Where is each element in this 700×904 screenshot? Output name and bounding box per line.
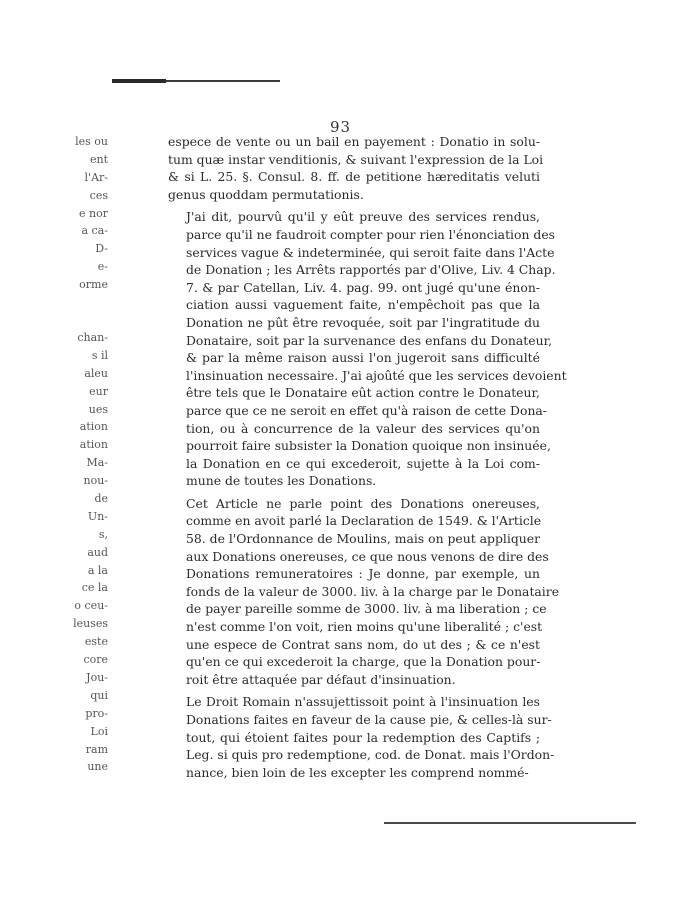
- text-line: services vague & indeterminée, qui seroit faite dans l'Acte: [186, 244, 555, 260]
- text-line: J'ai dit, pourvû qu'il y eût preuve des services rendus,: [186, 209, 540, 225]
- text-line: la Donation en ce qui excederoit, sujette à la Loi com-: [186, 455, 540, 471]
- margin-fragment: nou-: [83, 474, 108, 488]
- footer-rule: [384, 822, 636, 824]
- margin-fragment: este: [84, 635, 108, 649]
- margin-fragment: ram: [85, 742, 108, 756]
- text-line: ciation aussi vaguement faite, n'empêchoit pas que la: [186, 297, 540, 313]
- margin-fragment: ent: [89, 152, 108, 166]
- margin-fragment: e nor: [79, 206, 108, 220]
- text-line: comme en avoit parlé la Declaration de 1549. & l'Article: [186, 513, 542, 529]
- text-line: Donations faites en faveur de la cause pie, & celles-là sur-: [186, 712, 552, 727]
- margin-fragment: a ca-: [81, 224, 108, 238]
- text-line: fonds de la valeur de 3000. liv. à la charge par le Donataire: [186, 583, 560, 599]
- margin-fragment: s,: [98, 527, 108, 541]
- margin-fragment: eur: [89, 384, 108, 398]
- margin-fragment: Un-: [87, 509, 108, 523]
- margin-fragment: orme: [79, 278, 108, 292]
- margin-fragment: aud: [87, 545, 108, 559]
- margin-fragment: les ou: [75, 135, 108, 148]
- margin-fragment: leuses: [73, 617, 108, 631]
- text-line: Le Droit Romain n'assujettissoit point à l'insinuation les: [186, 694, 540, 710]
- margin-fragment: l'Ar-: [84, 170, 108, 184]
- left-margin-fragments: [64, 133, 108, 776]
- text-line: une espece de Contrat sans nom, do ut des ; & ce n'est: [186, 636, 540, 652]
- text-line: Leg. si quis pro redemptione, cod. de Donat. mais l'Ordon-: [186, 747, 555, 763]
- margin-fragment: Jou-: [86, 670, 108, 684]
- text-line: parce qu'il ne faudroit compter pour rien l'énonciation des: [186, 226, 556, 242]
- paragraph: [168, 693, 555, 781]
- text-line: l'insinuation necessaire. J'ai ajoûté que les services devoient: [186, 367, 567, 383]
- margin-fragment: o ceu-: [74, 599, 108, 613]
- margin-fragment: s il: [91, 348, 108, 362]
- text-line: parce que ce ne seroit en effet qu'à raison de cette Dona-: [186, 402, 547, 418]
- text-line: de payer pareille somme de 3000. liv. à ma liberation ; ce: [186, 601, 547, 617]
- text-line: espece de vente ou un bail en payement : Donatio in solu-: [168, 134, 540, 149]
- body-text: [168, 133, 567, 781]
- text-line: Donation ne pût être revoquée, soit par l'ingratitude du: [186, 314, 540, 330]
- text-line: & par la même raison aussi l'on jugeroit sans difficulté: [186, 350, 540, 366]
- margin-fragment: D-: [95, 242, 108, 256]
- text-line: nance, bien loin de les excepter les comprend nommé-: [186, 764, 529, 780]
- text-line: & si L. 25. §. Consul. 8. ff. de petitione hæreditatis veluti: [168, 169, 540, 185]
- margin-fragment: aleu: [84, 366, 108, 380]
- text-line: n'est comme l'on voit, rien moins qu'une liberalité ; c'est: [186, 619, 543, 635]
- margin-fragment: pro-: [85, 706, 108, 720]
- margin-fragment: ce la: [81, 581, 108, 595]
- margin-gap: [64, 294, 108, 329]
- margin-fragment: core: [83, 653, 108, 667]
- text-line: être tels que le Donataire eût action contre le Donateur,: [186, 385, 540, 401]
- text-line: mune de toutes les Donations.: [186, 473, 377, 489]
- paragraph: [168, 208, 567, 490]
- margin-fragment: Loi: [90, 724, 108, 738]
- text-line: Cet Article ne parle point des Donations onereuses,: [186, 495, 540, 511]
- text-line: genus quoddam permutationis.: [168, 186, 364, 202]
- margin-fragment: Ma-: [86, 456, 108, 470]
- margin-fragment: ation: [79, 420, 108, 434]
- text-line: Donataire, soit par la survenance des enfans du Donateur,: [186, 332, 553, 348]
- text-line: pourroit faire subsister la Donation quoique non insinuée,: [186, 438, 551, 454]
- text-line: de Donation ; les Arrêts rapportés par d'Olive, Liv. 4 Chap.: [186, 262, 556, 278]
- margin-fragment: de: [94, 492, 108, 506]
- page-number: 93: [330, 118, 352, 136]
- paragraph: [168, 495, 560, 689]
- text-line: aux Donations onereuses, ce que nous venons de dire des: [186, 548, 549, 564]
- text-line: tout, qui étoient faites pour la redemption des Captifs ;: [186, 729, 540, 745]
- text-line: 58. de l'Ordonnance de Moulins, mais on peut appliquer: [186, 531, 540, 547]
- text-line: tion, ou à concurrence de la valeur des services qu'on: [186, 420, 540, 436]
- margin-fragment: ues: [88, 402, 108, 416]
- margin-fragment: une: [87, 760, 108, 774]
- text-line: 7. & par Catellan, Liv. 4. pag. 99. ont jugé qu'une énon-: [186, 279, 540, 295]
- header-rule: [112, 80, 280, 82]
- text-line: roit être attaquée par défaut d'insinuation.: [186, 671, 456, 687]
- text-line: Donations remuneratoires : Je donne, par exemple, un: [186, 566, 540, 582]
- margin-fragment: e-: [97, 260, 108, 274]
- paragraph: [168, 133, 544, 203]
- margin-fragment: ation: [79, 438, 108, 452]
- margin-fragment: qui: [90, 688, 108, 702]
- margin-fragment: chan-: [77, 331, 108, 345]
- text-line: tum quæ instar venditionis, & suivant l'expression de la Loi: [168, 151, 544, 167]
- margin-fragment: ces: [89, 188, 108, 202]
- text-line: qu'en ce qui excederoit la charge, que la Donation pour-: [186, 654, 541, 670]
- margin-fragment: a la: [87, 563, 108, 577]
